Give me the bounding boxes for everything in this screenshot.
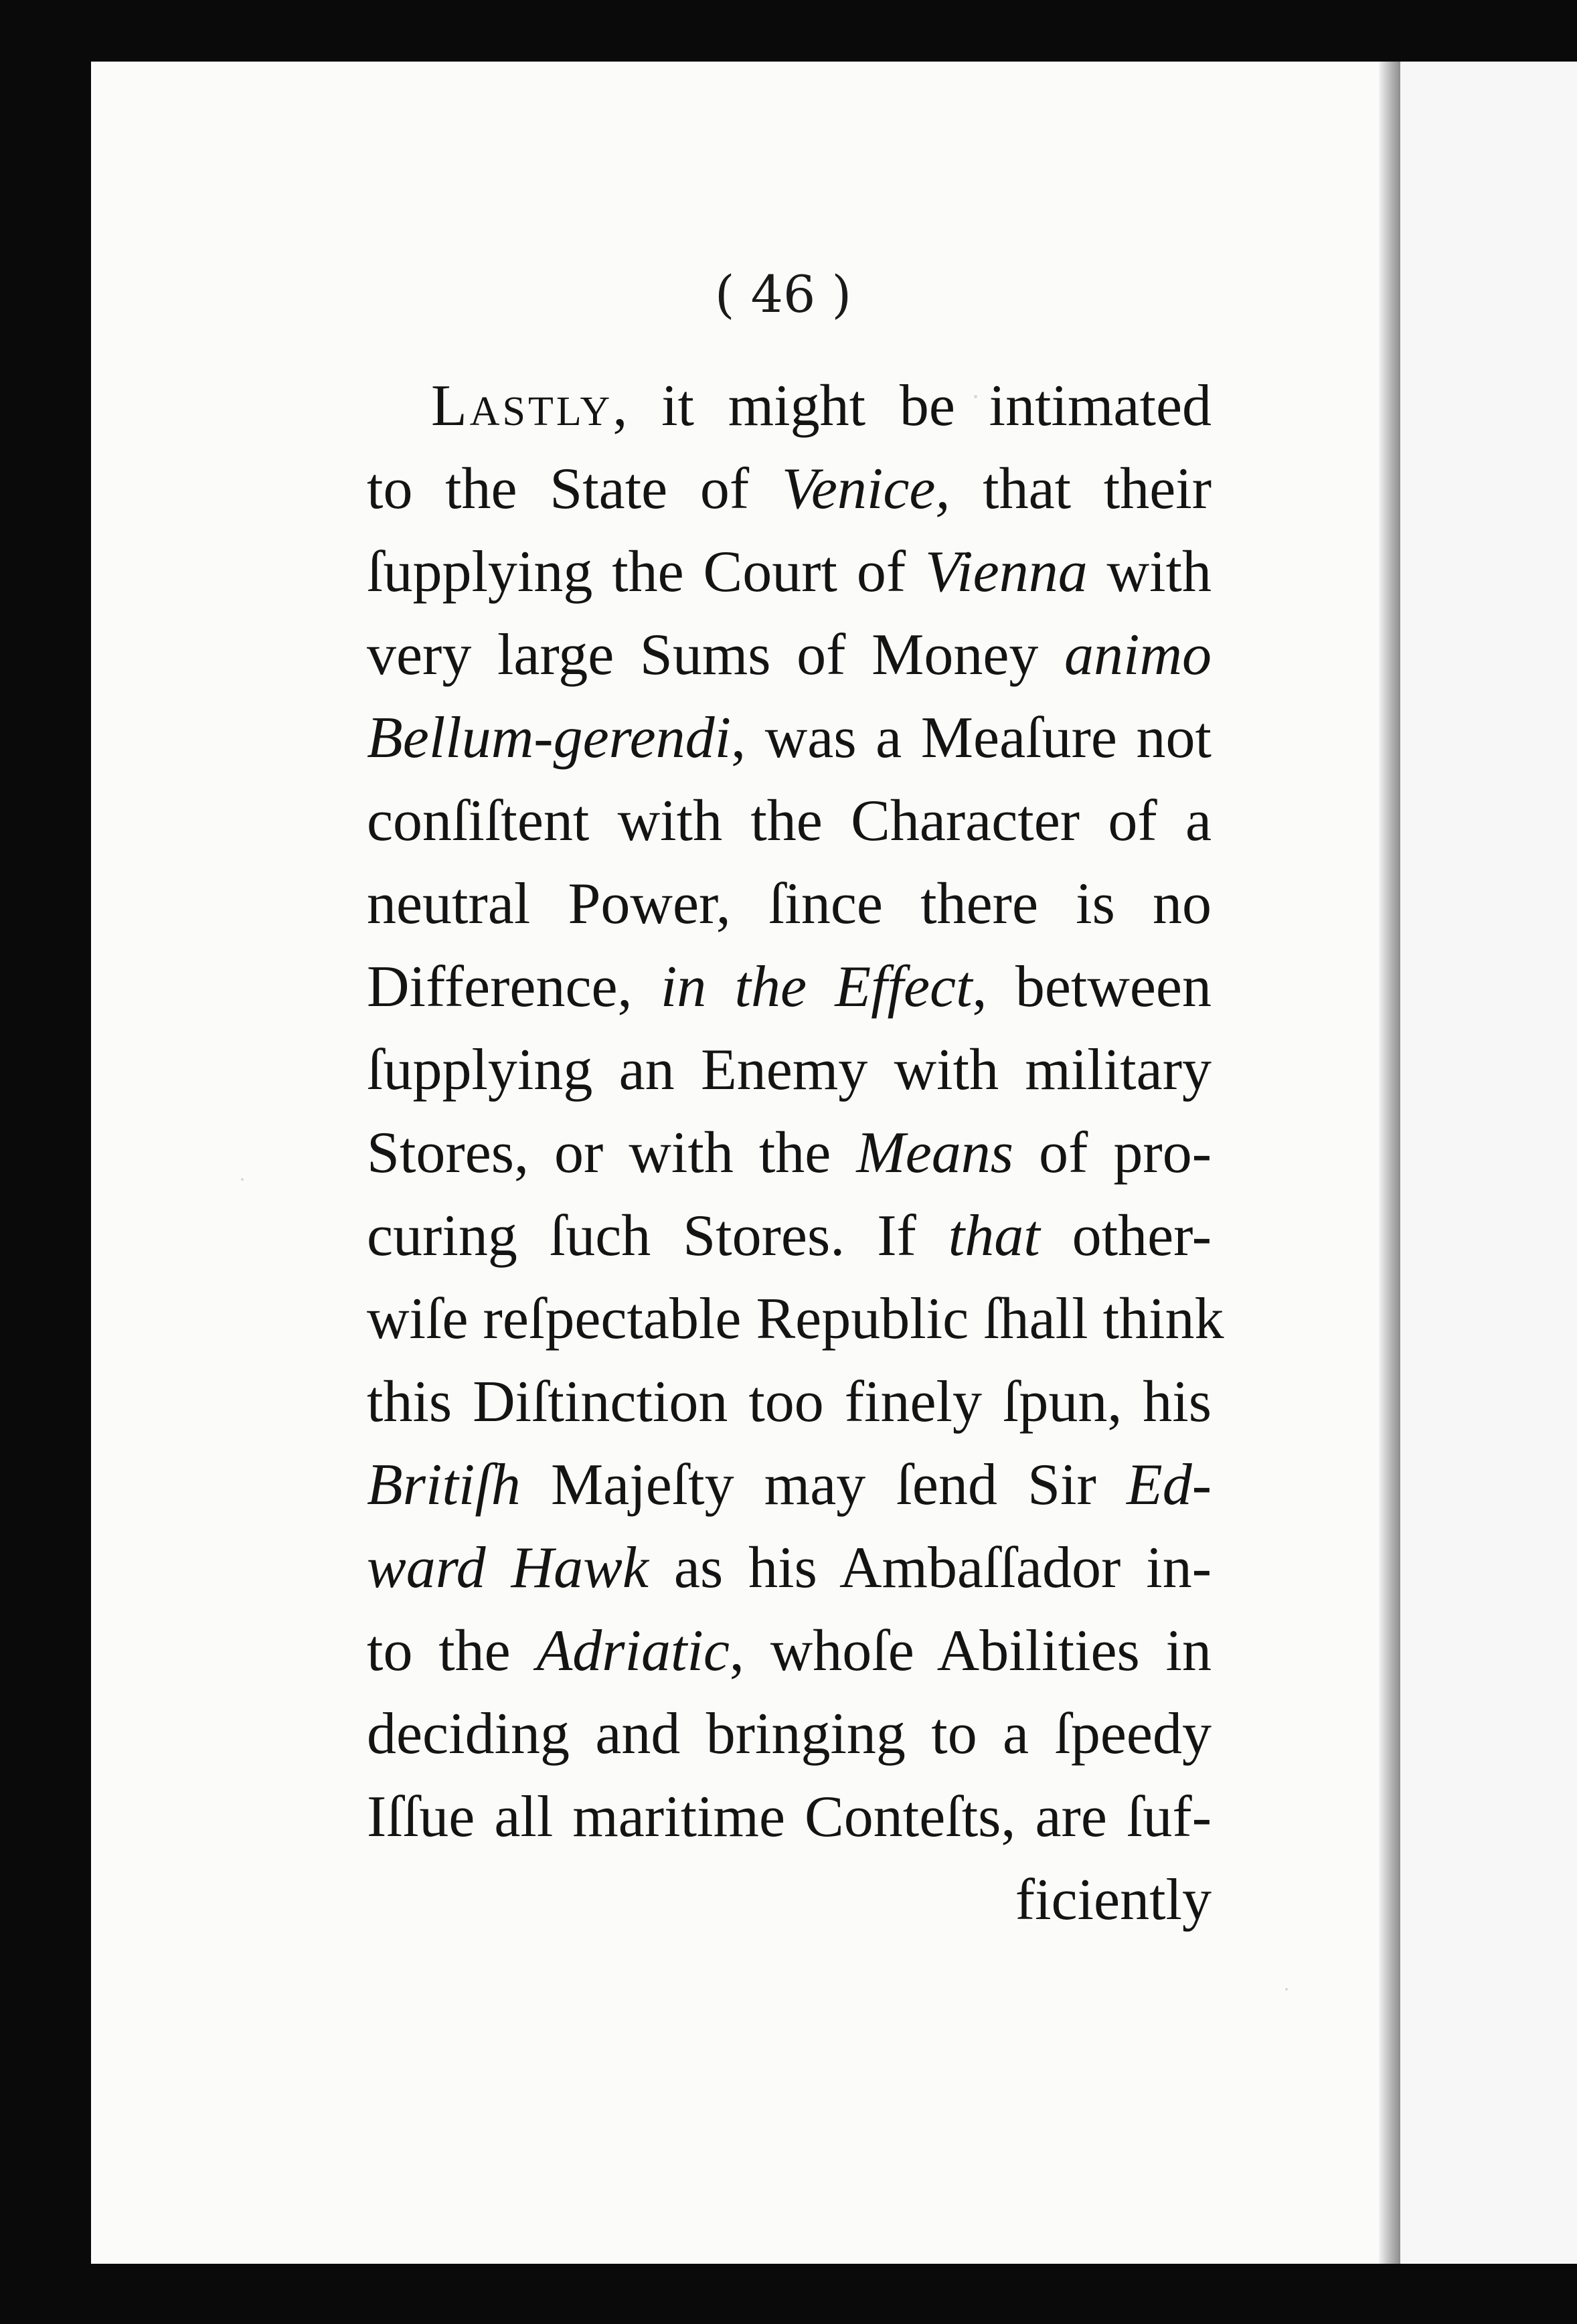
paper-speck [1285,1988,1288,1991]
text-run: to the State of [367,456,782,521]
text-run: of pro- [1013,1120,1212,1185]
text-run: very large Sums of Money [367,622,1064,687]
text-line [367,1278,1224,1361]
text-run: this Diſtinction too finely ſpun, his [367,1370,1212,1434]
body-text [367,365,1224,1942]
italic-text: Ed- [1126,1452,1212,1517]
text-run: as his Ambaſſador in- [648,1536,1212,1600]
text-line [367,1444,1212,1527]
text-line [367,1776,1212,1859]
text-line [367,1610,1212,1693]
italic-text: Vienna [924,540,1088,604]
text-line [367,946,1212,1029]
text-line [367,1112,1212,1195]
text-run: neutral Power, ſince there is no [367,872,1212,936]
text-run: Majeſty may ſend Sir [520,1452,1127,1517]
italic-text: animo [1064,622,1212,687]
text-run: ſupplying the Court of [367,540,925,604]
text-run: , whoſe Abilities in [729,1618,1212,1683]
text-line [367,780,1212,863]
text-line [367,1859,1212,1942]
text-run: , between [972,954,1212,1019]
text-line [367,1029,1212,1112]
text-run: , it might be intimated [612,374,1212,438]
text-line [367,531,1212,614]
paper-speck [241,1178,244,1181]
book-gutter [1379,62,1400,2264]
text-line [367,1527,1212,1610]
text-run: with [1087,540,1212,604]
italic-text: Venice, [781,456,950,521]
text-run: conſiſtent with the Character of a [367,788,1212,853]
text-run: to the [367,1618,537,1683]
text-run: Iſſue all maritime Conteſts, are ſuf- [367,1784,1212,1849]
italic-text: in the Effect [660,954,973,1019]
text-run: curing ſuch Stores. If [367,1204,948,1268]
small-caps-text: Lastly [431,374,613,438]
text-run: Stores, or with the [367,1120,857,1185]
text-run: ficiently [1015,1868,1212,1932]
text-line [367,448,1212,531]
text-line [367,863,1212,946]
text-run: wiſe reſpectable Republic ſhall think [367,1286,1224,1351]
text-run: other- [1040,1204,1212,1268]
text-run: , was a Meaſure not [731,706,1212,770]
text-run: deciding and bringing to a ſpeedy [367,1702,1212,1766]
text-line [367,697,1212,780]
text-line [367,1195,1212,1278]
italic-text: Adriatic [536,1618,730,1683]
italic-text: that [948,1204,1040,1268]
text-line [367,1693,1212,1776]
text-line [367,1361,1212,1444]
italic-text: Means [856,1120,1014,1185]
text-line [367,614,1212,697]
text-run: ſupplying an Enemy with military [367,1038,1212,1102]
scan-border [0,2264,1577,2324]
italic-text: Bellum-gerendi [367,706,732,770]
facing-page-edge [1400,62,1577,2264]
text-line [367,365,1212,448]
text-run: Difference, [367,954,661,1019]
italic-text: ward Hawk [367,1536,649,1600]
italic-text: Britiſh [367,1452,521,1517]
page-number: ( 46 ) [714,264,852,324]
text-run: that their [950,456,1212,521]
